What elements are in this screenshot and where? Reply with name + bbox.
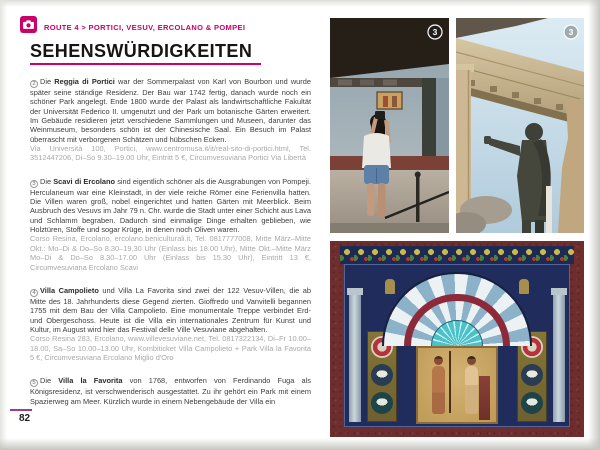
photo-neptune-amphitrite-mosaic	[330, 241, 584, 437]
mosaic-medallion	[521, 392, 543, 414]
figure-head	[434, 356, 443, 365]
mosaic-pedestal	[479, 376, 490, 420]
page-edge-right	[588, 0, 600, 450]
mosaic-ornament	[385, 279, 395, 294]
sight-contact-info: Corso Resina, Ercolano, ercolano.beniculturali.it, Tel. 0817777008, Mitte März–Mitte Okt.: Mo–Di & Do–So 8.30–19.30 Uhr (Einlass bis 18.00 Uhr), Mitte Okt.–Mitte März Mo–Di & Do–So 8.30–17.00 Uhr (Einlass bis 15.30 Uhr), Eintritt 13 €, Circumvesuviana Ercolano Scavi	[30, 234, 311, 272]
sight-contact-info: Via Università 100, Portici, www.centromusa.it/it/real-sito-di-portici.html, Tel. 3512447206, Di–So 9.30–19.00 Uhr, Eintritt 5 €, Circumvesuviana Portici Via Libertà	[30, 144, 311, 163]
paragraph-lead: Die	[40, 176, 54, 186]
figure-body	[465, 366, 478, 414]
mosaic-center-panel	[416, 346, 498, 424]
photo-fresco-tourist-image	[330, 18, 449, 233]
sight-number-badge: 2	[30, 80, 38, 88]
sight-number-badge: 3	[30, 180, 38, 188]
sight-number-badge: 4	[30, 289, 38, 297]
camera-icon-glyph	[23, 20, 34, 29]
figure-body	[432, 366, 445, 414]
paragraph-text: von 1768, entworfen von Ferdinando Fuga als Königsresidenz, ist verschwenderisch ausgestattet. Zu ihr gehört ein Park mit einem Spazierweg am Meer. Kürzlich wurde in einem Nebengebäude der Villa ein	[30, 376, 311, 406]
paragraph-scavi-di-ercolano	[30, 177, 311, 272]
photo-badge-number: 3	[568, 27, 574, 37]
mosaic-medallion	[371, 364, 393, 386]
sight-number-badge: 5	[30, 379, 38, 387]
photo-badge-number: 3	[432, 27, 438, 37]
neptune-figure	[432, 356, 445, 414]
amphitrite-figure	[465, 356, 478, 414]
paragraph-text: war der Sommerpalast von Karl von Bourbon und wurde später seine ständige Residenz. Der Bau war 1742 fertig, danach wurde noch ein schöner Park angelegt. Ende 1800 wurde der Palast als landwirtschaftliche Fakultät der Universität Federico II. umgenutzt und der Park um botanische Gärten erweitert. Im Gebäude residieren jetzt verschiedene Sammlungen und Museen, darunter das Weinmuseum, besonders schön ist der Chinesische Saal. Ein Besuch im Palast überrascht mit verborgenen Schätzen und hübschen Ecken.	[30, 77, 311, 144]
page-edge-bottom	[0, 438, 600, 450]
section-kicker	[20, 16, 245, 33]
sight-name: Villa Campolieto	[40, 285, 99, 295]
photo-number-badge	[564, 25, 578, 39]
mosaic-column-left	[349, 295, 361, 422]
paragraph-reggia-di-portici	[30, 77, 311, 163]
title-underline	[30, 63, 261, 65]
route-breadcrumb: ROUTE 4 > PORTICI, VESUV, ERCOLANO & POMPEI	[44, 22, 246, 32]
paragraph-villa-campolieto	[30, 286, 311, 362]
paragraph-lead: Die	[40, 77, 55, 86]
fresco-wall	[330, 18, 449, 233]
mosaic-garland-frieze	[340, 246, 574, 264]
article-text-column	[30, 77, 311, 420]
photo-statue-architrave-image	[456, 18, 584, 233]
paragraph-text: sind eigentlich schöner als die Ausgrabungen von Pompeji. Herculaneum war eine Kleinstadt, in der viele reiche Römer eine Ferienvilla hatten. Die Villen waren groß, nobel eingerichtet und hatten Gärten mit Meerblick. Beim Ausbruch des Vesuvs im Jahr 79 n. Chr. wurde die Stadt unter einer Schicht aus Lava und Schlamm begraben. Dadurch sind einmalige Dinge erhalten geblieben, wie Holztüren, Stoffe und sogar Krüge, in denen noch Oliven waren.	[30, 176, 311, 235]
mosaic-ornament	[519, 279, 529, 294]
camera-icon	[20, 16, 37, 33]
page-title: SEHENSWÜRDIGKEITEN	[30, 41, 253, 61]
page-edge-top	[0, 0, 600, 7]
mosaic-column-right	[553, 295, 565, 422]
mosaic-medallion	[521, 364, 543, 386]
page-number: 82	[19, 413, 31, 424]
paragraph-villa-la-favorita	[30, 376, 311, 406]
sight-name: Villa la Favorita	[58, 376, 123, 386]
paragraph-lead: Die	[40, 376, 59, 386]
figure-head	[467, 356, 476, 365]
sight-contact-info: Corso Resina 283, Ercolano, www.villevesuviane.net, Tel. 0817322134, Di–Fr 10.00–18.00, Sa–So 10.00–13.00 Uhr, Kombiticket Villa Campolieto + Park Villa la Favorita 5 €, Circumvesuviana Ercolano Miglio d'Oro	[30, 334, 311, 362]
mosaic-medallion	[371, 392, 393, 414]
sight-name: Reggia di Portici	[54, 77, 115, 86]
photo-fresco-tourist	[330, 18, 449, 233]
footer-rule	[10, 409, 32, 411]
page-edge-left	[0, 0, 7, 450]
sight-name: Scavi di Ercolano	[53, 176, 116, 186]
mosaic-main-field	[344, 264, 570, 427]
photo-number-badge	[428, 25, 442, 39]
paragraph-text: und Villa La Favorita sind zwei der 122 Vesuv-Villen, die ab Mitte des 18. Jahrhunderts diese Gegend zierten. Gioffredo und Vanvitelli begannen 1755 mit dem Bau der Villa Campolieto. Eine monumentale Treppe verbindet Erd- und Obergeschoss. Heute ist die Villa ein internationales Zentrum für Kunst und Kultur, im August wird hier das Festival delle Ville Vesuviane abgehalten.	[30, 285, 311, 334]
photo-statue-architrave	[456, 18, 584, 233]
